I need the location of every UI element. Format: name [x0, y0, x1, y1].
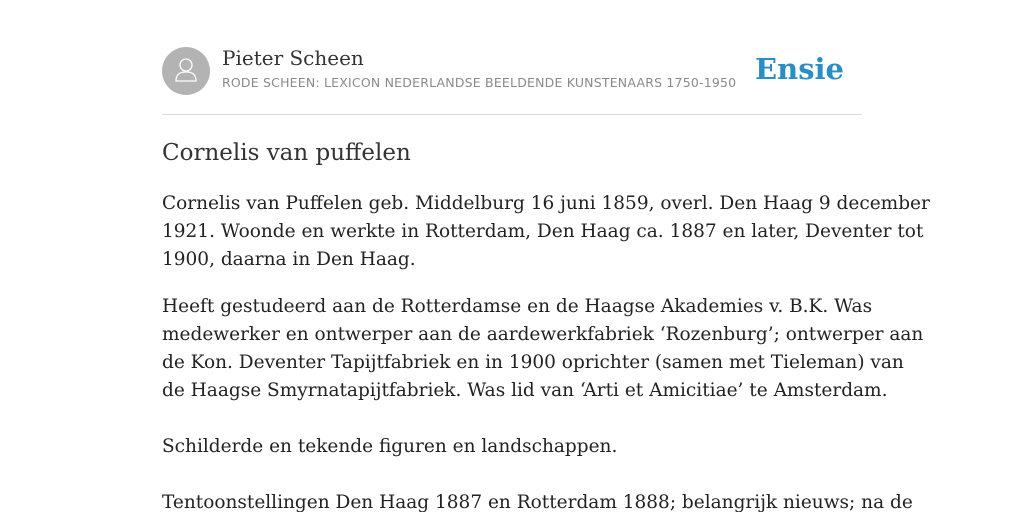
- text-line: 1900, daarna in Den Haag.: [162, 249, 416, 270]
- brand-logo[interactable]: Ensie: [755, 52, 844, 86]
- text-line: Heeft gestudeerd aan de Rotterdamse en de Haagse Akademies v. B.K. Was: [162, 296, 873, 317]
- paragraph-education: [162, 293, 924, 405]
- author-name[interactable]: Pieter Scheen: [222, 46, 364, 70]
- text-line: 1921. Woonde en werkte in Rotterdam, Den Haag ca. 1887 en later, Deventer tot: [162, 221, 924, 242]
- text-line: de Haagse Smyrnatapijtfabriek. Was lid van ‘Arti et Amicitiae’ te Amsterdam.: [162, 380, 888, 401]
- text-line: Tentoonstellingen Den Haag 1887 en Rotterdam 1888; belangrijk nieuws; na de: [162, 492, 913, 512]
- text-line: medewerker en ontwerper aan de aardewerkfabriek ‘Rozenburg’; ontwerper aan: [162, 324, 924, 345]
- paragraph-subjects: [162, 433, 862, 461]
- user-icon: [171, 54, 201, 88]
- avatar[interactable]: [162, 47, 210, 95]
- text-line: de Kon. Deventer Tapijtfabriek en in 1900 oprichter (samen met Tieleman) van: [162, 352, 904, 373]
- paragraph-exhibitions: [162, 489, 913, 512]
- author-header: [162, 46, 862, 115]
- article-title: Cornelis van puffelen: [162, 140, 411, 166]
- source-title[interactable]: RODE SCHEEN: LEXICON NEDERLANDSE BEELDENDE KUNSTENAARS 1750-1950: [222, 75, 737, 90]
- text-line: Schilderde en tekende figuren en landschappen.: [162, 436, 618, 457]
- text-line: Cornelis van Puffelen geb. Middelburg 16 juni 1859, overl. Den Haag 9 december: [162, 193, 930, 214]
- paragraph-spacer: [162, 274, 862, 293]
- paragraph-spacer: [162, 461, 862, 489]
- paragraph-biography: [162, 190, 930, 274]
- paragraph-spacer: [162, 405, 862, 433]
- article-body: [162, 190, 930, 512]
